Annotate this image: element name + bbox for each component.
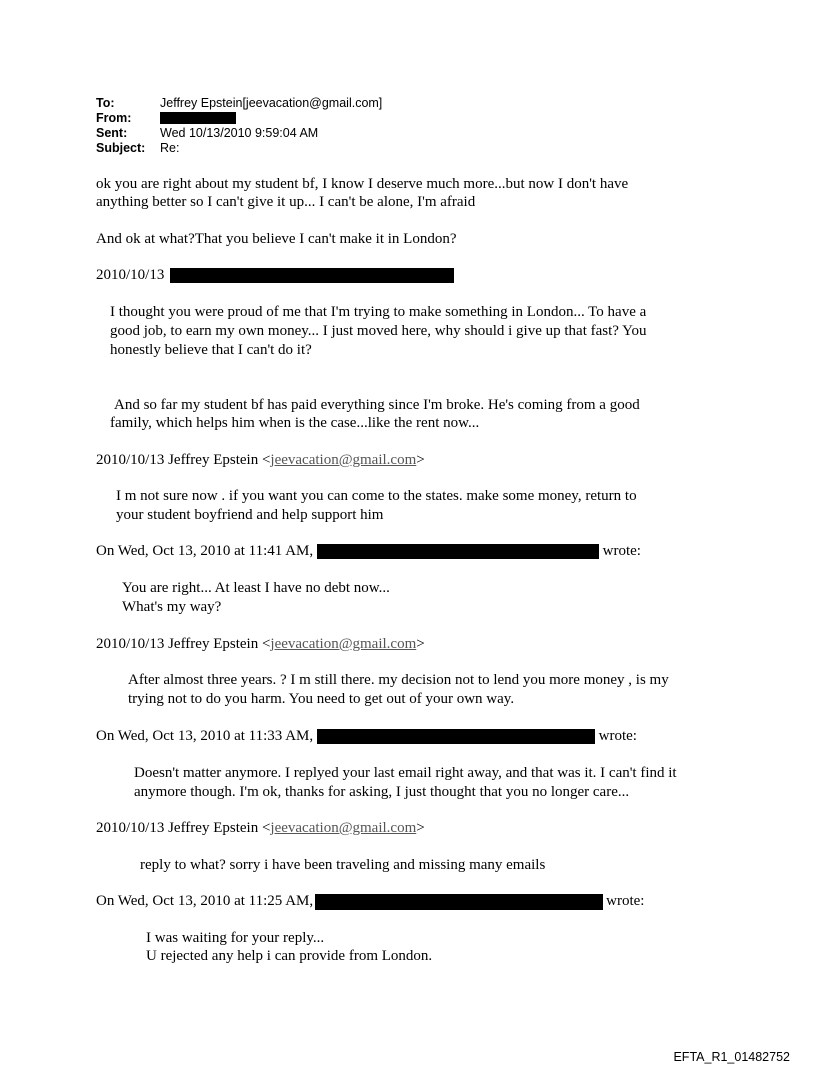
subject-value: Re: xyxy=(160,141,180,155)
quote-header xyxy=(96,266,454,285)
quote-line: Doesn't matter anymore. I replyed your last email right away, and that was it. I can't find it xyxy=(134,765,677,781)
to-value: Jeffrey Epstein[jeevacation@gmail.com] xyxy=(160,96,383,110)
quote-header xyxy=(96,451,425,470)
email-link[interactable]: jeevacation@gmail.com xyxy=(270,820,417,836)
to-label: To: xyxy=(96,96,115,110)
quote-line: I thought you were proud of me that I'm trying to make something in London... To have a xyxy=(110,304,647,320)
quote-line: good job, to earn my own money... I just moved here, why should i give up that fast? You xyxy=(110,323,647,339)
quote-header xyxy=(96,892,644,911)
quote-attribution: 2010/10/13 Jeffrey Epstein < xyxy=(96,636,271,652)
quote-header xyxy=(96,727,637,746)
quote-attribution: On Wed, Oct 13, 2010 at 11:25 AM, xyxy=(96,893,314,909)
quote-attribution: On Wed, Oct 13, 2010 at 11:41 AM, xyxy=(96,543,314,559)
quote-line: family, which helps him when is the case...like the rent now... xyxy=(110,415,480,431)
quote-attribution: 2010/10/13 Jeffrey Epstein < xyxy=(96,452,271,468)
quote-line: And so far my student bf has paid everything since I'm broke. He's coming from a good xyxy=(114,397,640,413)
quote-attribution: 2010/10/13 Jeffrey Epstein < xyxy=(96,820,271,836)
sender-redaction xyxy=(317,544,599,559)
quote-wrote: wrote: xyxy=(606,893,645,909)
quote-line: I m not sure now . if you want you can come to the states. make some money, return to xyxy=(116,488,637,504)
sent-label: Sent: xyxy=(96,126,128,140)
sender-redaction xyxy=(317,729,595,744)
from-label: From: xyxy=(96,111,132,125)
quote-attribution: On Wed, Oct 13, 2010 at 11:33 AM, xyxy=(96,728,314,744)
quote-line: U rejected any help i can provide from London. xyxy=(146,948,433,964)
subject-label: Subject: xyxy=(96,141,146,155)
quote-date: 2010/10/13 xyxy=(96,267,165,283)
quote-attribution-end: > xyxy=(416,820,425,836)
body-line: ok you are right about my student bf, I know I deserve much more...but now I don't have xyxy=(96,176,629,192)
quote-attribution-end: > xyxy=(416,452,425,468)
quote-wrote: wrote: xyxy=(602,543,641,559)
quote-line: reply to what? sorry i have been traveling and missing many emails xyxy=(140,857,546,873)
quote-header xyxy=(96,635,425,654)
body-line: And ok at what?That you believe I can't make it in London? xyxy=(96,231,457,247)
quote-attribution-end: > xyxy=(416,636,425,652)
quote-line: trying not to do you harm. You need to get out of your own way. xyxy=(128,691,515,707)
quote-line: honestly believe that I can't do it? xyxy=(110,342,312,358)
quote-header xyxy=(96,542,641,561)
sent-value: Wed 10/13/2010 9:59:04 AM xyxy=(160,126,319,140)
email-link[interactable]: jeevacation@gmail.com xyxy=(270,636,417,652)
from-redaction xyxy=(160,112,236,124)
sender-redaction xyxy=(170,268,454,283)
quote-line: your student boyfriend and help support him xyxy=(116,507,384,523)
body-line: anything better so I can't give it up... I can't be alone, I'm afraid xyxy=(96,194,476,210)
quote-wrote: wrote: xyxy=(598,728,637,744)
email-header xyxy=(96,96,382,156)
quote-line: What's my way? xyxy=(122,599,222,615)
quote-line: After almost three years. ? I m still there. my decision not to lend you more money , is my xyxy=(128,672,669,688)
document-id: EFTA_R1_01482752 xyxy=(673,1050,790,1064)
quote-line: You are right... At least I have no debt now... xyxy=(122,580,390,596)
quote-header xyxy=(96,819,425,838)
email-link[interactable]: jeevacation@gmail.com xyxy=(270,452,417,468)
quote-line: I was waiting for your reply... xyxy=(146,930,325,946)
quote-line: anymore though. I'm ok, thanks for asking, I just thought that you no longer care... xyxy=(134,784,630,800)
sender-redaction xyxy=(315,894,603,910)
